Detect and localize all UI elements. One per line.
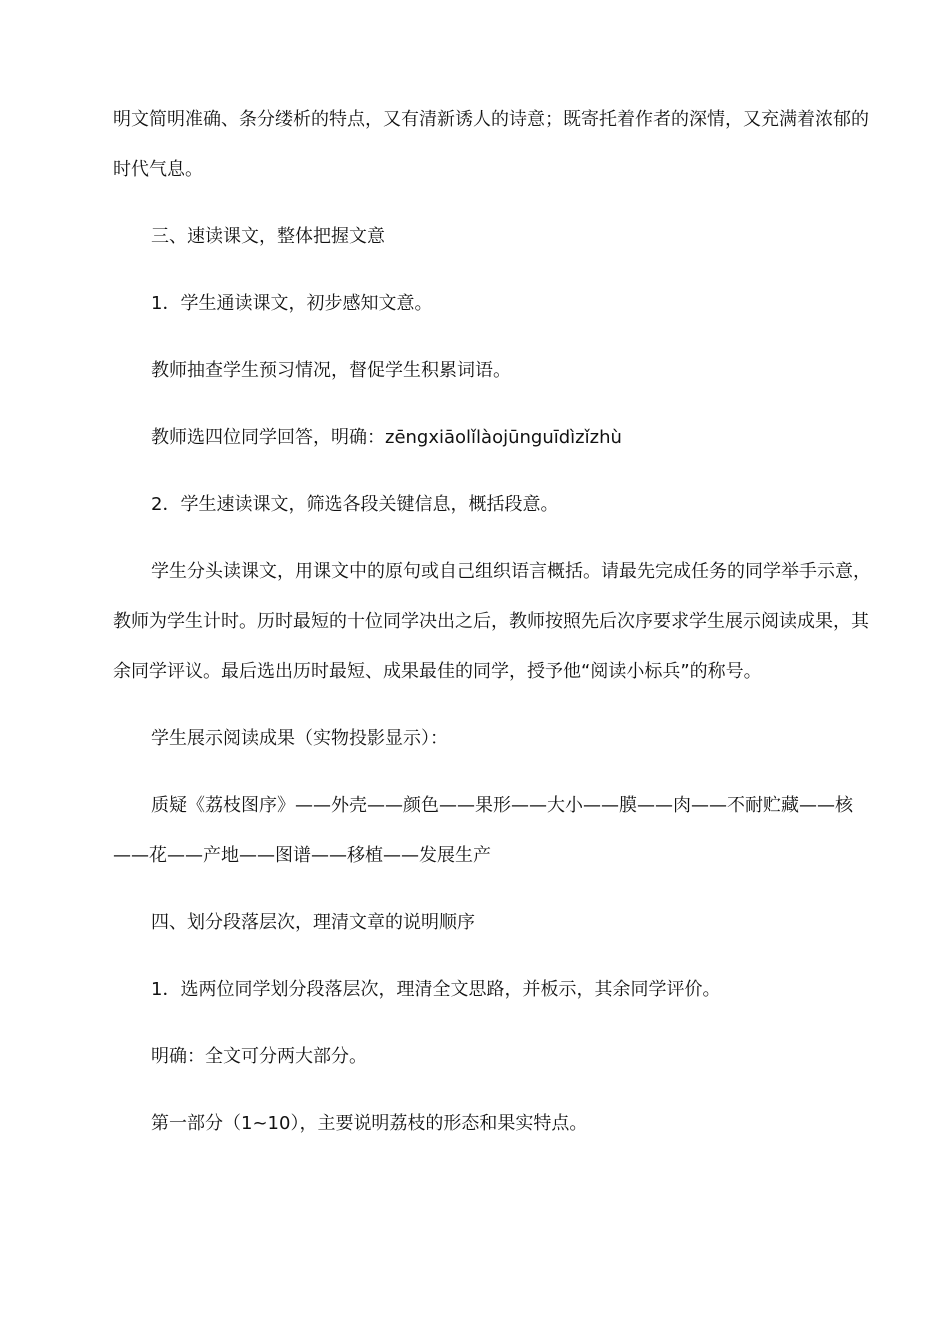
step-two-speed-read: 2．学生速读课文，筛选各段关键信息，概括段意。 <box>151 494 559 515</box>
paragraph-teacher-check: 教师抽查学生预习情况，督促学生积累词语。 <box>151 360 511 381</box>
step-one-read-through: 1．学生通读课文，初步感知文意。 <box>151 293 433 314</box>
paragraph-part-one: 第一部分（1~10），主要说明荔枝的形态和果实特点。 <box>151 1113 588 1134</box>
paragraph-group-reading: 学生分头读课文，用课文中的原句或自己组织语言概括。请最先完成任务的同学举手示意，教师为学生计时。历时最短的十位同学决出之后，教师按照先后次序要求学生展示阅读成果，其余同学评议。最后选出历时最短、成果最佳的同学，授予他“阅读小标兵”的称号。 <box>113 561 871 682</box>
section-heading-three: 三、速读课文，整体把握文意 <box>151 226 385 247</box>
paragraph-pinyin-answer: 教师选四位同学回答，明确：zēngxiāolǐlàojūnguīdìzǐzhù <box>151 427 622 448</box>
paragraph-results-display: 学生展示阅读成果（实物投影显示）： <box>151 728 448 749</box>
paragraph-clarify-parts: 明确：全文可分两大部分。 <box>151 1046 367 1067</box>
paragraph-outline-chain: 质疑《荔枝图序》——外壳——颜色——果形——大小——膜——肉——不耐贮藏——核——花——产地——图谱——移植——发展生产 <box>113 795 853 866</box>
paragraph-continuation: 明文简明准确、条分缕析的特点，又有清新诱人的诗意；既寄托着作者的深情，又充满着浓郁的时代气息。 <box>113 109 869 180</box>
section-heading-four: 四、划分段落层次，理清文章的说明顺序 <box>151 912 475 933</box>
document-body <box>113 95 885 1166</box>
step-one-divide-sections: 1．选两位同学划分段落层次，理清全文思路，并板示，其余同学评价。 <box>151 979 721 1000</box>
